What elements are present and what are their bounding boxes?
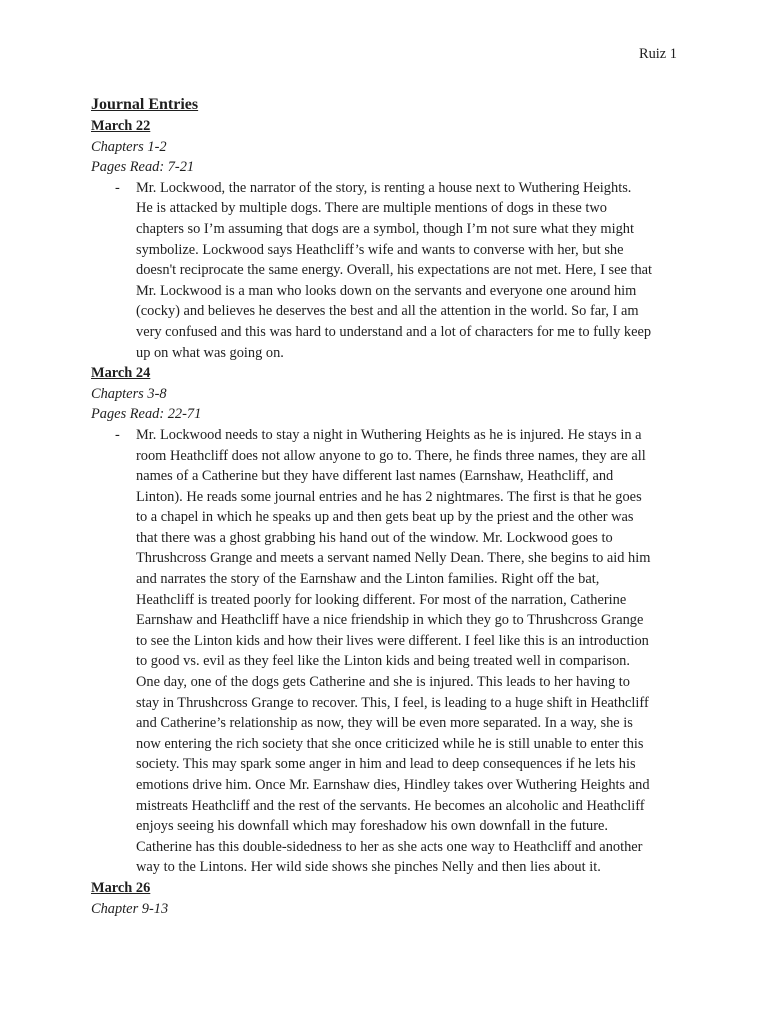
document-title: Journal Entries	[91, 96, 199, 113]
entry-line: He is attacked by multiple dogs. There are multiple mentions of dogs in these two	[136, 200, 607, 217]
entry-line: up on what was going on.	[136, 344, 284, 361]
entry-chapters: Chapters 1-2	[91, 138, 167, 155]
entry-line: enjoys seeing his downfall which may foreshadow his own downfall in the future.	[136, 818, 608, 835]
entry-line: chapters so I’m assuming that dogs are a symbol, though I’m not sure what they might	[136, 220, 634, 237]
document-content	[91, 94, 681, 919]
entry-line: Linton). He reads some journal entries and he has 2 nightmares. The first is that he goes	[136, 488, 642, 505]
entry-date: March 22	[91, 118, 151, 134]
entry-chapters: Chapter 9-13	[91, 900, 169, 917]
entry-line: names of a Catherine but they have different last names (Earnshaw, Heathcliff, and	[136, 468, 614, 485]
entry-line: room Heathcliff does not allow anyone to go to. There, he finds three names, they are all	[136, 447, 646, 464]
entry-line: stay in Thrushcross Grange to recover. This, I feel, is leading to a huge shift in Heathcliff	[136, 694, 649, 711]
entry-line: Mr. Lockwood needs to stay a night in Wuthering Heights as he is injured. He stays in a	[136, 426, 642, 443]
entry-line: symbolize. Lockwood says Heathcliff’s wife and wants to converse with her, but she	[136, 241, 624, 258]
entry-line: to a chapel in which he speaks up and then gets beat up by the priest and the other was	[136, 509, 634, 526]
entry-line: Earnshaw and Heathcliff have a nice friendship in which they go to Thrushcross Grange	[136, 612, 644, 629]
entry-line: mistreats Heathcliff and the rest of the servants. He becomes an alcoholic and Heathcliff	[136, 797, 645, 814]
entry-line: Thrushcross Grange and meets a servant named Nelly Dean. There, she begins to aid him	[136, 550, 651, 567]
entry-date: March 26	[91, 879, 151, 896]
entry-line: and Catherine’s relationship as now, they will be even more separated. In a way, she is	[136, 715, 633, 732]
entry-body	[91, 425, 681, 878]
entry-line: to good vs. evil as they feel like the Linton kids and being treated well in comparison.	[136, 653, 630, 670]
journal-entry	[91, 363, 681, 878]
entry-date: March 24	[91, 365, 151, 382]
entry-line: emotions drive him. Once Mr. Earnshaw dies, Hindley takes over Wuthering Heights and	[136, 777, 650, 793]
entry-line: Catherine has this double-sidedness to her as she acts one way to Heathcliff and another	[136, 838, 643, 855]
entry-line: Heathcliff is treated poorly for looking different. For most of the narration, Catherine	[136, 591, 627, 608]
entry-chapters: Chapters 3-8	[91, 385, 167, 402]
entry-line: to see the Linton kids and how their lives were different. I feel like this is an introduction	[136, 632, 649, 649]
entry-pages-read: Pages Read: 22-71	[91, 406, 202, 423]
entry-line: doesn't reciprocate the same energy. Overall, his expectations are not met. Here, I see that	[136, 262, 653, 279]
entry-line: society. This may spark some anger in him and lead to deep consequences if he lets his	[136, 756, 636, 773]
bullet-dash: -	[115, 426, 120, 443]
entry-line: now entering the rich society that she once criticized while he is still unable to enter this	[136, 735, 644, 752]
bullet-dash: -	[115, 179, 120, 196]
entry-line: (cocky) and believes he deserves the best and all the attention in the world. So far, I am	[136, 303, 639, 320]
entry-line: Mr. Lockwood, the narrator of the story, is renting a house next to Wuthering Heights.	[136, 179, 632, 196]
entry-line: way to the Lintons. Her wild side shows she pinches Nelly and then lies about it.	[136, 859, 601, 876]
journal-entry	[91, 878, 681, 919]
entry-line: and narrates the story of the Earnshaw and the Linton families. Right off the bat,	[136, 571, 600, 588]
entry-line: that there was a ghost grabbing his hand out of the window. Mr. Lockwood goes to	[136, 529, 613, 546]
entry-body	[91, 178, 681, 363]
entry-pages-read: Pages Read: 7-21	[91, 159, 195, 176]
entry-line: Mr. Lockwood is a man who looks down on the servants and everyone one around him	[136, 282, 637, 299]
page-header-label: Ruiz 1	[639, 46, 677, 62]
entry-line: very confused and this was hard to understand and a lot of characters for me to fully keep	[136, 323, 652, 340]
entry-line: One day, one of the dogs gets Catherine and she is injured. This leads to her having to	[136, 674, 630, 691]
journal-entry	[91, 116, 681, 363]
